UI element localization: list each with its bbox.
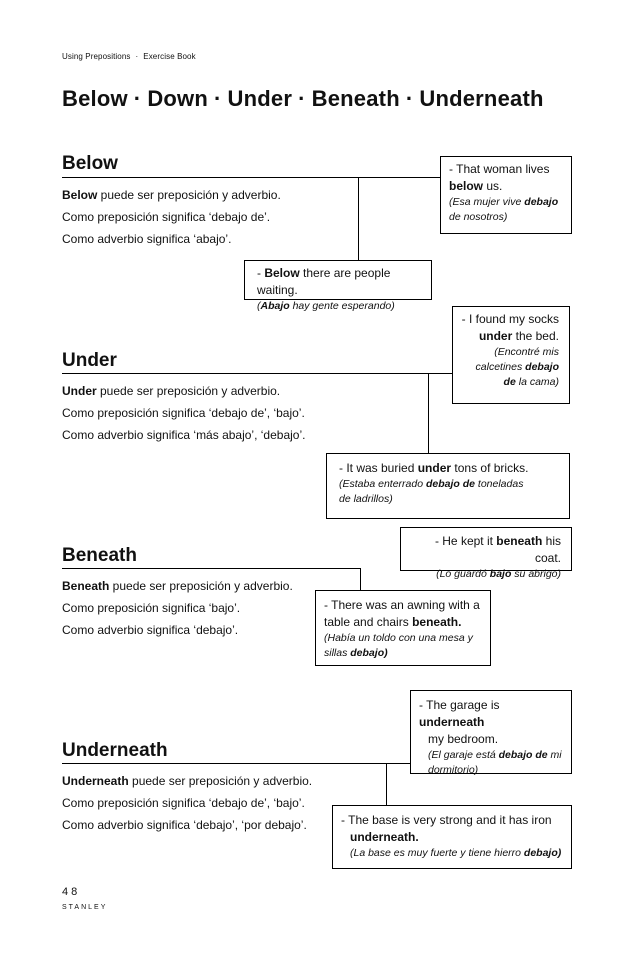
- section-body-below: [62, 184, 281, 250]
- body-line: [62, 575, 293, 597]
- example-text: there are people waiting.: [257, 266, 391, 297]
- translation-text: (: [257, 300, 261, 312]
- title-dot: ·: [298, 86, 306, 111]
- example-line: [409, 533, 561, 567]
- section-title-beneath: Beneath: [62, 545, 137, 566]
- example-bold: below: [449, 179, 484, 193]
- example-box: [452, 306, 570, 404]
- translation-text: calcetines: [475, 361, 526, 373]
- example-bold: under: [417, 461, 452, 475]
- translation: [339, 477, 561, 492]
- example-box: [400, 527, 572, 580]
- header-book: Using Prepositions: [62, 52, 131, 61]
- example-line: [257, 265, 423, 299]
- section-title-below: Below: [62, 153, 118, 174]
- body-line: Como preposición significa ‘debajo de’, ‘bajo’.: [62, 796, 305, 810]
- translation-bold: de: [503, 376, 516, 388]
- title-dot: ·: [405, 86, 414, 111]
- section-title-under: Under: [62, 350, 117, 371]
- translation-text: (Esa mujer vive: [449, 196, 525, 208]
- body-bold: Beneath: [62, 579, 110, 593]
- body-bold: Under: [62, 384, 97, 398]
- translation-bold: debajo: [524, 196, 559, 208]
- example-bold: beneath.: [412, 615, 462, 629]
- translation-text: sillas: [324, 647, 351, 659]
- translation-text: (La base es muy fuerte y tiene hierro: [350, 847, 524, 859]
- connector-line: [428, 373, 429, 453]
- body-line: [62, 380, 305, 402]
- body-line: Como adverbio significa ‘debajo’, ‘por debajo’.: [62, 818, 307, 832]
- example-bold: underneath: [419, 715, 485, 729]
- body-line: Como adverbio significa ‘debajo’.: [62, 623, 239, 637]
- translation: [419, 748, 563, 763]
- title-down: Down: [147, 86, 209, 111]
- translation-text: hay gente esperando): [289, 300, 395, 312]
- example-bold: Below: [264, 266, 300, 280]
- translation-text: (Lo guardó: [436, 568, 490, 580]
- translation: [461, 375, 559, 390]
- example-line: [449, 178, 563, 195]
- page-title: [62, 86, 544, 112]
- section-body-beneath: [62, 575, 293, 641]
- header-title: Exercise Book: [143, 52, 196, 61]
- example-line: [339, 460, 561, 477]
- translation-text: la cama): [515, 376, 559, 388]
- body-line: [62, 770, 312, 792]
- translation-bold: debajo): [523, 847, 562, 859]
- body-line: Como preposición significa ‘bajo’.: [62, 601, 241, 615]
- section-body-under: [62, 380, 305, 446]
- example-box: [326, 453, 570, 519]
- body-text: puede ser preposición y adverbio.: [96, 384, 281, 398]
- body-text: puede ser preposición y adverbio.: [97, 188, 281, 202]
- title-underneath: Underneath: [419, 86, 544, 111]
- translation: [449, 195, 563, 225]
- example-bold: beneath: [496, 534, 543, 548]
- example-line: [419, 697, 563, 731]
- body-text: puede ser preposición y adverbio.: [128, 774, 313, 788]
- example-text: tons of bricks.: [451, 461, 529, 475]
- body-line: Como adverbio significa ‘más abajo’, ‘debajo’.: [62, 428, 306, 442]
- translation: [324, 646, 482, 661]
- translation-text: su abrigo): [511, 568, 561, 580]
- example-text: - It was buried: [339, 461, 418, 475]
- example-text: his coat.: [534, 534, 561, 565]
- title-below: Below: [62, 86, 128, 111]
- example-box: [244, 260, 432, 312]
- example-line: - I found my socks: [461, 312, 559, 326]
- section-rule: [62, 177, 440, 178]
- translation-text: (Estaba enterrado: [339, 478, 426, 490]
- example-box: [315, 590, 491, 666]
- title-under: Under: [227, 86, 293, 111]
- body-line: Como preposición significa ‘debajo de’, ‘bajo’.: [62, 406, 305, 420]
- section-body-underneath: [62, 770, 312, 836]
- example-text: the bed.: [512, 329, 559, 343]
- title-beneath: Beneath: [311, 86, 400, 111]
- example-box: [332, 805, 572, 869]
- example-text: - The garage is: [419, 698, 500, 712]
- translation-bold: debajo de: [498, 749, 548, 761]
- page-number: 48: [62, 886, 81, 898]
- connector-line: [358, 177, 359, 260]
- example-line: [324, 614, 482, 631]
- body-line: [62, 184, 281, 206]
- translation: [409, 567, 561, 582]
- translation: [461, 360, 559, 375]
- section-title-underneath: Underneath: [62, 740, 168, 761]
- example-box: [440, 156, 572, 234]
- translation: dormitorio): [428, 764, 479, 776]
- example-text: us.: [483, 179, 503, 193]
- publisher-name: STANLEY: [62, 904, 108, 911]
- example-line: [461, 328, 559, 345]
- translation-text: mi: [547, 749, 562, 761]
- header-sep: ·: [135, 52, 139, 61]
- example-box: [410, 690, 572, 774]
- example-line: - That woman lives: [449, 162, 550, 176]
- example-bold: under: [478, 329, 513, 343]
- body-text: puede ser preposición y adverbio.: [109, 579, 293, 593]
- body-line: Como preposición significa ‘debajo de’.: [62, 210, 271, 224]
- translation-text: de nosotros): [449, 211, 508, 223]
- body-line: Como adverbio significa ‘abajo’.: [62, 232, 232, 246]
- section-rule: [62, 568, 360, 569]
- title-dot: ·: [133, 86, 142, 111]
- translation-text: toneladas: [474, 478, 524, 490]
- translation: (Había un toldo con una mesa y: [324, 632, 473, 644]
- translation-text: (El garaje está: [428, 749, 499, 761]
- running-header: [62, 52, 196, 61]
- example-line: - The base is very strong and it has iron: [341, 813, 552, 827]
- translation: [341, 846, 563, 861]
- body-bold: Underneath: [62, 774, 129, 788]
- body-bold: Below: [62, 188, 98, 202]
- example-text: - He kept it: [434, 534, 497, 548]
- connector-line: [386, 763, 387, 805]
- title-dot: ·: [214, 86, 222, 111]
- translation-bold: debajo): [350, 647, 388, 659]
- example-line: my bedroom.: [428, 732, 499, 746]
- translation: [257, 299, 423, 314]
- example-text: table and chairs: [324, 615, 413, 629]
- connector-line: [360, 568, 361, 590]
- section-rule: [62, 373, 452, 374]
- translation-bold: Abajo: [260, 300, 290, 312]
- example-line: - There was an awning with a: [324, 598, 480, 612]
- translation-bold: bajo: [489, 568, 512, 580]
- example-bold: underneath.: [350, 830, 419, 844]
- translation-bold: debajo: [525, 361, 559, 373]
- translation: de ladrillos): [339, 493, 393, 505]
- section-rule: [62, 763, 410, 764]
- example-line: [341, 829, 563, 846]
- translation-bold: debajo de: [425, 478, 475, 490]
- example-text: -: [257, 266, 265, 280]
- translation: (Encontré mis: [494, 346, 559, 358]
